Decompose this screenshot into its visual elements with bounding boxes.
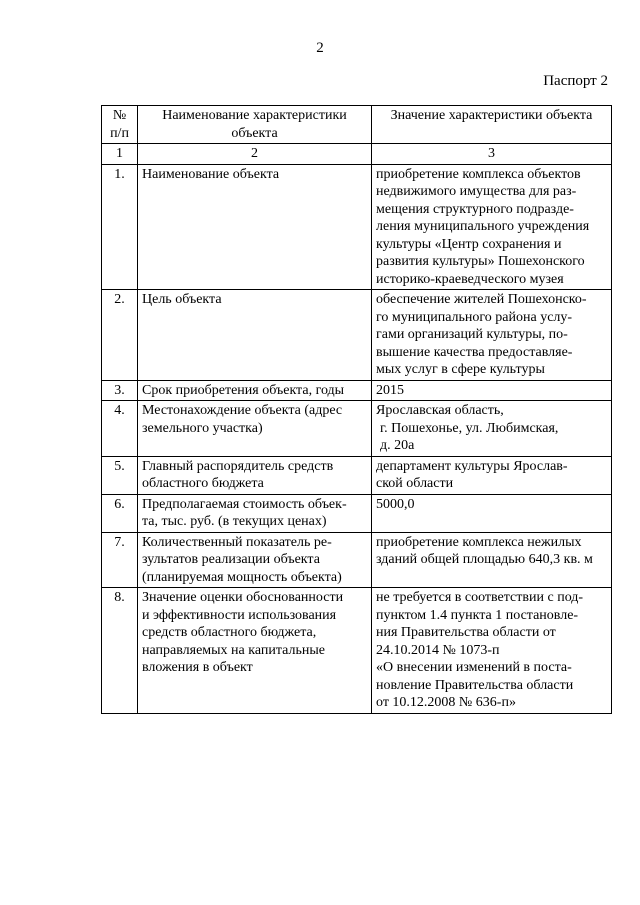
characteristic-name-line: Наименование объекта: [142, 166, 280, 182]
characteristic-name-line: зультатов реализации объекта: [142, 552, 320, 567]
characteristic-value-line: 24.10.2014 № 1073-п: [376, 642, 500, 658]
characteristic-value: [372, 588, 612, 714]
table-header-row: [102, 106, 612, 144]
characteristic-name-line: та, тыс. руб. (в текущих ценах): [142, 514, 327, 529]
characteristic-value-line: развития культуры» Пошехонского: [376, 254, 585, 269]
characteristic-name: [138, 401, 372, 457]
characteristic-value-line: департамент культуры Ярослав-: [376, 458, 568, 474]
characteristic-value-line: обеспечение жителей Пошехонско-: [376, 292, 587, 307]
column-index-2: 2: [138, 144, 372, 165]
row-number: 5.: [102, 456, 138, 494]
column-index-3: 3: [372, 144, 612, 165]
characteristic-value-line: 5000,0: [376, 496, 415, 512]
characteristic-value-line: недвижимого имущества для раз-: [376, 184, 577, 199]
characteristic-name-line: Местонахождение объекта (адрес: [142, 403, 343, 418]
characteristic-value: [372, 532, 612, 588]
row-number: 8.: [102, 588, 138, 714]
table-row: [102, 164, 612, 290]
characteristic-name-line: Количественный показатель ре-: [142, 534, 332, 550]
characteristic-value-line: го муниципального района услу-: [376, 309, 573, 325]
characteristic-name-line: Цель объекта: [142, 292, 222, 307]
characteristic-name-line: Значение оценки обоснованности: [142, 590, 344, 605]
characteristic-name-line: Предполагаемая стоимость объек-: [142, 496, 347, 512]
characteristic-name: [138, 532, 372, 588]
characteristic-value: [372, 401, 612, 457]
characteristic-name: [138, 456, 372, 494]
characteristic-name-line: вложения в объект: [142, 660, 253, 675]
characteristic-value-line: пунктом 1.4 пункта 1 постановле-: [376, 607, 579, 623]
characteristic-value-line: новление Правительства области: [376, 677, 574, 693]
characteristic-name: [138, 588, 372, 714]
characteristic-value-line: д. 20а: [380, 438, 415, 453]
table-row: [102, 290, 612, 381]
row-number: 3.: [102, 380, 138, 401]
characteristic-value-line: Ярославская область,: [376, 403, 504, 418]
row-number: 4.: [102, 401, 138, 457]
column-index-row: [102, 144, 612, 165]
header-value: Значение характеристики объекта: [372, 106, 612, 144]
table-row: [102, 456, 612, 494]
characteristic-value-line: ления муниципального учреждения: [376, 219, 590, 234]
characteristic-value-line: культуры «Центр сохранения и: [376, 236, 562, 252]
page-number: 2: [316, 40, 324, 56]
characteristic-value-line: историко-краеведческого музея: [376, 271, 564, 287]
characteristic-name-line: и эффективности использования: [142, 607, 337, 623]
row-number: 6.: [102, 494, 138, 532]
characteristic-name-line: средств областного бюджета,: [142, 625, 317, 640]
characteristic-value-line: «О внесении изменений в поста-: [376, 660, 572, 675]
characteristic-value: [372, 164, 612, 290]
table-row: [102, 494, 612, 532]
characteristic-value-line: 2015: [376, 382, 404, 398]
characteristic-name: [138, 494, 372, 532]
characteristic-value: [372, 456, 612, 494]
characteristic-value-line: гами организаций культуры, по-: [376, 327, 568, 342]
characteristic-value-line: г. Пошехонье, ул. Любимская,: [380, 420, 559, 436]
header-num: № п/п: [102, 106, 138, 144]
table-row: [102, 380, 612, 401]
characteristic-value-line: мещения структурного подразде-: [376, 201, 574, 217]
table-row: [102, 401, 612, 457]
table-row: [102, 588, 612, 714]
characteristic-value-line: приобретение комплекса нежилых: [376, 534, 582, 550]
characteristic-name-line: Главный распорядитель средств: [142, 458, 334, 474]
row-number: 2.: [102, 290, 138, 381]
characteristic-value: [372, 290, 612, 381]
characteristic-value-line: не требуется в соответствии с под-: [376, 590, 584, 605]
passport-table: [101, 105, 612, 714]
characteristic-value-line: вышение качества предоставляе-: [376, 344, 573, 360]
characteristic-name: [138, 380, 372, 401]
characteristic-name: [138, 290, 372, 381]
header-name: Наименование характеристики объекта: [138, 106, 372, 144]
characteristic-value: [372, 494, 612, 532]
row-number: 1.: [102, 164, 138, 290]
characteristic-value-line: приобретение комплекса объектов: [376, 166, 581, 182]
row-number: 7.: [102, 532, 138, 588]
characteristic-name-line: Срок приобретения объекта, годы: [142, 382, 345, 398]
characteristic-name-line: направляемых на капитальные: [142, 642, 325, 658]
characteristic-name-line: областного бюджета: [142, 476, 264, 491]
characteristic-name: [138, 164, 372, 290]
characteristic-value-line: мых услуг в сфере культуры: [376, 362, 545, 377]
table-row: [102, 532, 612, 588]
characteristic-name-line: (планируемая мощность объекта): [142, 569, 342, 585]
column-index-1: 1: [102, 144, 138, 165]
characteristic-name-line: земельного участка): [142, 420, 263, 436]
passport-label: Паспорт 2: [543, 73, 608, 89]
characteristic-value-line: от 10.12.2008 № 636-п»: [376, 695, 516, 710]
characteristic-value-line: зданий общей площадью 640,3 кв. м: [376, 552, 593, 567]
characteristic-value-line: ния Правительства области от: [376, 625, 556, 640]
characteristic-value-line: ской области: [376, 476, 454, 491]
characteristic-value: [372, 380, 612, 401]
